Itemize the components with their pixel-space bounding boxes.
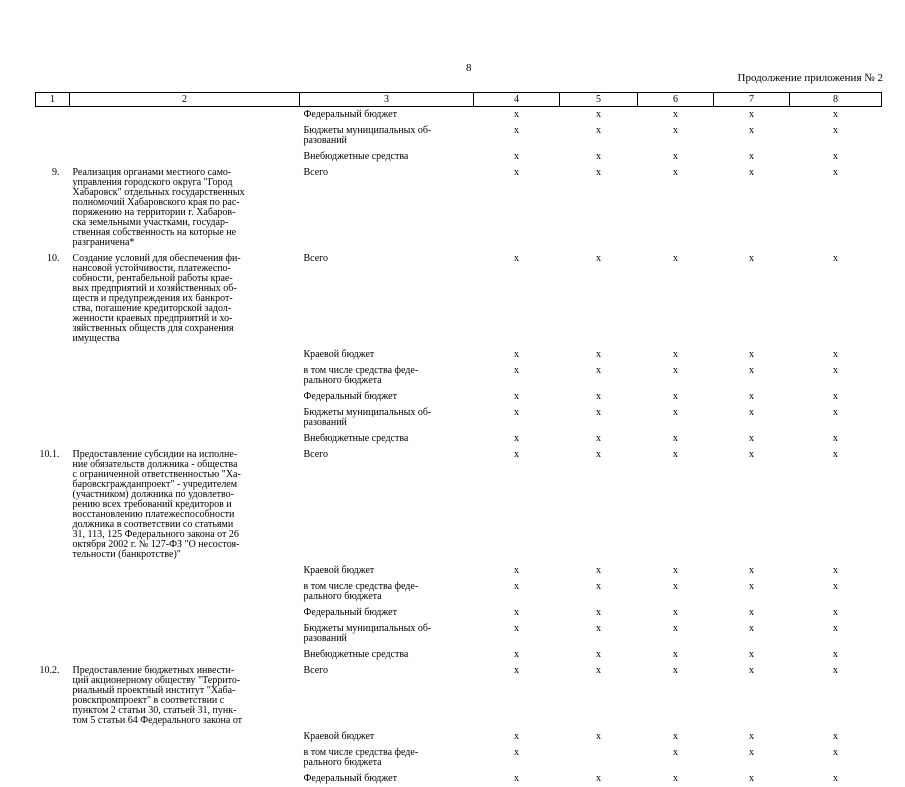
value-cell: x [673, 151, 678, 162]
funding-source: Внебюджетные средства [303, 151, 409, 162]
value-cell: x [673, 109, 678, 120]
table-row [36, 363, 882, 389]
value-cell: x [596, 349, 601, 360]
value-cell: x [833, 747, 838, 758]
item-description: Создание условий для обеспечения фи- нансовой устойчивости, платежеспо- собности, рентабельной работы крае- вых предприятий и хозяйственных об- ществ и предупреждения их банкрот- ства, погашение кредиторской задол- женности краевых предприятий и хо- зяйственных обществ для сохранения имущества [72, 253, 241, 344]
value-cell: x [833, 565, 838, 576]
table-row [36, 771, 882, 787]
value-cell: x [596, 151, 601, 162]
value-cell: x [673, 773, 678, 784]
value-cell: x [514, 623, 519, 634]
value-cell: x [749, 253, 754, 264]
value-cell: x [596, 731, 601, 742]
value-cell: x [833, 391, 838, 402]
item-number [36, 563, 70, 579]
funding-source: Федеральный бюджет [303, 109, 397, 120]
funding-source: Всего [303, 253, 329, 264]
item-description [70, 123, 300, 149]
value-cell: x [596, 623, 601, 634]
value-cell: x [749, 407, 754, 418]
funding-source: Всего [303, 665, 329, 676]
value-cell: x [596, 773, 601, 784]
value-cell: x [749, 773, 754, 784]
item-number: 10.1. [39, 449, 60, 460]
col-header-7: 7 [714, 93, 790, 107]
item-number: 10.2. [39, 665, 60, 676]
value-cell: x [833, 365, 838, 376]
col-header-4: 4 [474, 93, 560, 107]
item-number [36, 123, 70, 149]
item-description [70, 347, 300, 363]
col-header-3: 3 [300, 93, 474, 107]
table-row [36, 405, 882, 431]
col-header-1: 1 [36, 93, 70, 107]
value-cell: x [749, 607, 754, 618]
header-row [36, 93, 882, 107]
col-header-8: 8 [790, 93, 882, 107]
table-row [36, 447, 882, 563]
appendix-table [35, 92, 882, 787]
value-cell: x [596, 449, 601, 460]
value-cell: x [514, 125, 519, 136]
value-cell: x [749, 167, 754, 178]
funding-source: Федеральный бюджет [303, 773, 397, 784]
continuation-note: Продолжение приложения № 2 [737, 72, 883, 84]
item-number [36, 149, 70, 165]
item-description [70, 647, 300, 663]
value-cell: x [514, 773, 519, 784]
value-cell: x [514, 433, 519, 444]
funding-source: Федеральный бюджет [303, 391, 397, 402]
table-row [36, 149, 882, 165]
value-cell: x [673, 581, 678, 592]
value-cell: x [596, 433, 601, 444]
item-number [36, 431, 70, 447]
table-row [36, 251, 882, 347]
value-cell: x [514, 365, 519, 376]
funding-source: Бюджеты муниципальных об- разований [303, 407, 432, 428]
item-description [70, 621, 300, 647]
value-cell: x [673, 125, 678, 136]
value-cell: x [749, 109, 754, 120]
value-cell: x [833, 349, 838, 360]
funding-source: Всего [303, 449, 329, 460]
funding-source: в том числе средства феде- рального бюджета [303, 581, 419, 602]
table-row [36, 107, 882, 124]
funding-source: Федеральный бюджет [303, 607, 397, 618]
value-cell: x [514, 109, 519, 120]
value-cell: x [514, 449, 519, 460]
page-number: 8 [466, 62, 472, 74]
value-cell: x [596, 607, 601, 618]
table-row [36, 621, 882, 647]
table-row [36, 347, 882, 363]
value-cell: x [514, 607, 519, 618]
value-cell: x [596, 391, 601, 402]
value-cell: x [749, 433, 754, 444]
value-cell: x [673, 449, 678, 460]
funding-source: Краевой бюджет [303, 731, 375, 742]
value-cell: x [749, 391, 754, 402]
value-cell: x [596, 565, 601, 576]
value-cell: x [596, 125, 601, 136]
item-description [70, 405, 300, 431]
item-description [70, 729, 300, 745]
table-row [36, 663, 882, 729]
value-cell: x [596, 365, 601, 376]
value-cell: x [749, 449, 754, 460]
value-cell: x [514, 167, 519, 178]
value-cell: x [749, 747, 754, 758]
value-cell: x [673, 167, 678, 178]
value-cell: x [514, 649, 519, 660]
value-cell: x [749, 581, 754, 592]
col-header-6: 6 [638, 93, 714, 107]
value-cell: x [596, 407, 601, 418]
funding-source: Внебюджетные средства [303, 649, 409, 660]
funding-source: Краевой бюджет [303, 565, 375, 576]
value-cell: x [673, 747, 678, 758]
value-cell: x [833, 665, 838, 676]
item-number [36, 621, 70, 647]
item-description [70, 363, 300, 389]
funding-source: Бюджеты муниципальных об- разований [303, 125, 432, 146]
value-cell: x [673, 665, 678, 676]
value-cell: x [833, 607, 838, 618]
value-cell: x [673, 365, 678, 376]
table-row [36, 431, 882, 447]
value-cell: x [749, 649, 754, 660]
value-cell: x [833, 449, 838, 460]
value-cell: x [833, 433, 838, 444]
value-cell: x [749, 623, 754, 634]
value-cell: x [673, 407, 678, 418]
value-cell: x [514, 349, 519, 360]
funding-source: в том числе средства феде- рального бюджета [303, 365, 419, 386]
item-description [70, 605, 300, 621]
value-cell: x [833, 773, 838, 784]
funding-source: в том числе средства феде- рального бюджета [303, 747, 419, 768]
value-cell: x [514, 581, 519, 592]
value-cell: x [596, 109, 601, 120]
value-cell: x [673, 623, 678, 634]
value-cell: x [833, 581, 838, 592]
value-cell: x [596, 665, 601, 676]
funding-source: Всего [303, 167, 329, 178]
value-cell: x [514, 391, 519, 402]
item-number [36, 579, 70, 605]
value-cell: x [673, 433, 678, 444]
item-description [70, 149, 300, 165]
item-description [70, 563, 300, 579]
value-cell: x [833, 151, 838, 162]
table-row [36, 579, 882, 605]
item-number [36, 347, 70, 363]
item-description [70, 579, 300, 605]
item-number: 9. [52, 167, 60, 178]
table-row [36, 745, 882, 771]
value-cell: x [673, 565, 678, 576]
item-number [36, 745, 70, 771]
value-cell: x [514, 151, 519, 162]
value-cell: x [833, 407, 838, 418]
item-description [70, 745, 300, 771]
value-cell: x [514, 747, 519, 758]
value-cell: x [833, 649, 838, 660]
value-cell: x [833, 167, 838, 178]
value-cell: x [749, 349, 754, 360]
item-description [70, 389, 300, 405]
value-cell: x [673, 649, 678, 660]
item-number [36, 771, 70, 787]
value-cell: x [749, 731, 754, 742]
value-cell: x [833, 623, 838, 634]
value-cell: x [596, 253, 601, 264]
value-cell: x [514, 731, 519, 742]
funding-source: Внебюджетные средства [303, 433, 409, 444]
value-cell: x [596, 581, 601, 592]
table-row [36, 123, 882, 149]
item-number [36, 107, 70, 124]
item-number [36, 389, 70, 405]
col-header-2: 2 [70, 93, 300, 107]
value-cell: x [749, 151, 754, 162]
item-number [36, 729, 70, 745]
value-cell: x [514, 253, 519, 264]
item-description: Реализация органами местного само- управления городского округа "Город Хабаровск" отдельных государственных полномочий Хабаровского края по рас- поряжению на территории г. Хабаров- ска земельными участками, государ- ственная собственность на которые не разграничена* [72, 167, 245, 248]
value-cell: x [514, 665, 519, 676]
value-cell: x [673, 253, 678, 264]
item-number [36, 647, 70, 663]
value-cell: x [833, 731, 838, 742]
item-number [36, 363, 70, 389]
value-cell: x [749, 665, 754, 676]
value-cell [560, 745, 638, 771]
item-description [70, 431, 300, 447]
value-cell: x [673, 349, 678, 360]
value-cell: x [673, 607, 678, 618]
item-number: 10. [47, 253, 60, 264]
value-cell: x [833, 109, 838, 120]
item-description: Предоставление субсидии на исполне- ние обязательств должника - общества с ограниченной ответственностью "Ха- баровскгражданпроект" - учредителем (участником) должника по удовлетво- рению всех требований кредиторов и восстановлению платежеспособности должника в соответствии со статьями 31, 113, 125 Федерального закона от 26 октября 2002 г. № 127-ФЗ "О несостоя- тельности (банкротстве)" [72, 449, 241, 560]
table-row [36, 605, 882, 621]
col-header-5: 5 [560, 93, 638, 107]
value-cell: x [596, 649, 601, 660]
item-number [36, 405, 70, 431]
value-cell: x [833, 253, 838, 264]
table-row [36, 165, 882, 251]
item-description: Предоставление бюджетных инвести- ций акционерному обществу "Террито- риальный проектный институт "Хаба- ровскпромпроект" в соответствии с пунктом 2 статьи 30, статьей 31, пунк- том 5 статьи 64 Федерального закона от [72, 665, 243, 726]
value-cell: x [514, 565, 519, 576]
value-cell: x [673, 391, 678, 402]
table-row [36, 563, 882, 579]
item-description [70, 771, 300, 787]
value-cell: x [673, 731, 678, 742]
value-cell: x [833, 125, 838, 136]
funding-source: Бюджеты муниципальных об- разований [303, 623, 432, 644]
value-cell: x [749, 365, 754, 376]
value-cell: x [596, 167, 601, 178]
value-cell: x [514, 407, 519, 418]
item-number [36, 605, 70, 621]
value-cell: x [749, 125, 754, 136]
value-cell: x [749, 565, 754, 576]
item-description [70, 107, 300, 124]
funding-source: Краевой бюджет [303, 349, 375, 360]
table-row [36, 389, 882, 405]
table-row [36, 729, 882, 745]
table-row [36, 647, 882, 663]
